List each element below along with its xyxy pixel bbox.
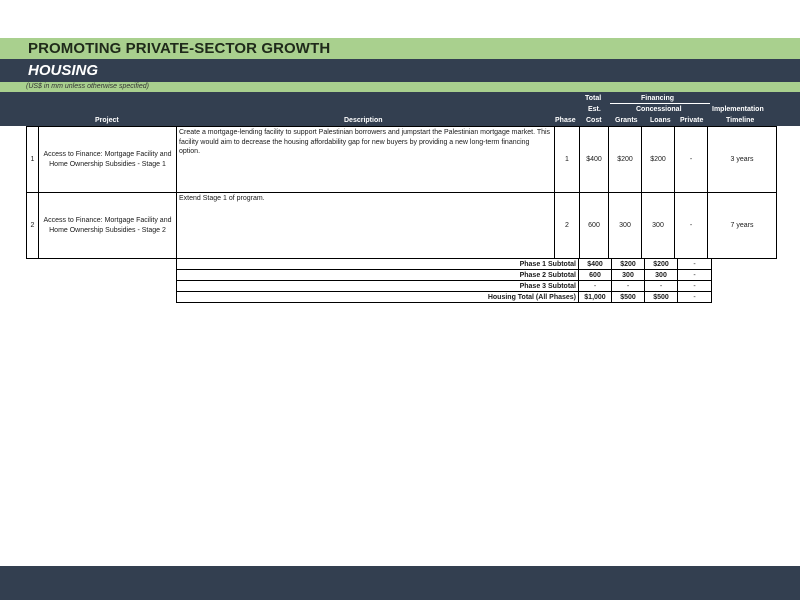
total-cost: $1,000 bbox=[579, 292, 612, 303]
subtotal-private: - bbox=[678, 281, 712, 292]
subtotal-loans: $200 bbox=[645, 259, 678, 270]
total-private: - bbox=[678, 292, 712, 303]
total-row bbox=[177, 292, 712, 303]
subtotal-grants: - bbox=[612, 281, 645, 292]
project-name: Access to Finance: Mortgage Facility and Home Ownership Subsidies - Stage 2 bbox=[39, 193, 177, 259]
col-project-header: Project bbox=[95, 117, 119, 124]
col-loans-header: Loans bbox=[650, 117, 671, 124]
project-private: - bbox=[675, 127, 708, 193]
project-description: Extend Stage 1 of program. bbox=[177, 193, 555, 259]
subtotals-table bbox=[176, 258, 712, 303]
financing-header: Financing bbox=[641, 95, 675, 102]
col-cost-header-line1: Total bbox=[585, 95, 602, 102]
subtotal-cost: - bbox=[579, 281, 612, 292]
subtotal-cost: $400 bbox=[579, 259, 612, 270]
project-number: 1 bbox=[27, 127, 39, 193]
total-label: Housing Total (All Phases) bbox=[177, 292, 579, 303]
financing-divider bbox=[610, 103, 710, 104]
total-loans: $500 bbox=[645, 292, 678, 303]
project-grants: 300 bbox=[609, 193, 642, 259]
projects-table bbox=[26, 126, 777, 259]
section-bar bbox=[0, 59, 800, 82]
total-grants: $500 bbox=[612, 292, 645, 303]
subtotal-private: - bbox=[678, 270, 712, 281]
table-header bbox=[0, 92, 800, 126]
project-loans: $200 bbox=[642, 127, 675, 193]
project-timeline: 3 years bbox=[708, 127, 777, 193]
table-row bbox=[27, 127, 777, 193]
concessional-header: Concessional bbox=[636, 106, 682, 113]
project-name: Access to Finance: Mortgage Facility and Home Ownership Subsidies - Stage 1 bbox=[39, 127, 177, 193]
units-note: (US$ in mm unless otherwise specified) bbox=[26, 83, 149, 90]
subtotal-grants: 300 bbox=[612, 270, 645, 281]
project-grants: $200 bbox=[609, 127, 642, 193]
subtotal-label: Phase 2 Subtotal bbox=[177, 270, 579, 281]
subtotal-label: Phase 1 Subtotal bbox=[177, 259, 579, 270]
col-description-header: Description bbox=[344, 117, 383, 124]
col-phase-header: Phase bbox=[555, 117, 576, 124]
subtotal-row bbox=[177, 281, 712, 292]
col-grants-header: Grants bbox=[615, 117, 638, 124]
subtotal-row bbox=[177, 259, 712, 270]
col-cost-header-line3: Cost bbox=[586, 117, 602, 124]
project-phase: 1 bbox=[555, 127, 580, 193]
col-timeline-header-line1: Implementation bbox=[712, 106, 764, 113]
project-number: 2 bbox=[27, 193, 39, 259]
subtotal-loans: - bbox=[645, 281, 678, 292]
project-cost: 600 bbox=[580, 193, 609, 259]
project-private: - bbox=[675, 193, 708, 259]
subtotal-label: Phase 3 Subtotal bbox=[177, 281, 579, 292]
col-timeline-header-line2: Timeline bbox=[726, 117, 755, 124]
subtotal-cost: 600 bbox=[579, 270, 612, 281]
project-cost: $400 bbox=[580, 127, 609, 193]
subtotal-row bbox=[177, 270, 712, 281]
project-description: Create a mortgage-lending facility to support Palestinian borrowers and jumpstart the Palestinian mortgage market. This facility would aim to decrease the housing affordability gap for new buyers by providing a new long-term financing option. bbox=[177, 127, 555, 193]
table-row bbox=[27, 193, 777, 259]
subtotal-loans: 300 bbox=[645, 270, 678, 281]
col-private-header: Private bbox=[680, 117, 704, 124]
subtotal-grants: $200 bbox=[612, 259, 645, 270]
project-timeline: 7 years bbox=[708, 193, 777, 259]
footer-bar bbox=[0, 566, 800, 600]
subtotal-private: - bbox=[678, 259, 712, 270]
col-cost-header-line2: Est. bbox=[588, 106, 601, 113]
project-phase: 2 bbox=[555, 193, 580, 259]
section-title: HOUSING bbox=[28, 62, 99, 79]
project-loans: 300 bbox=[642, 193, 675, 259]
page-title: PROMOTING PRIVATE-SECTOR GROWTH bbox=[28, 40, 331, 57]
